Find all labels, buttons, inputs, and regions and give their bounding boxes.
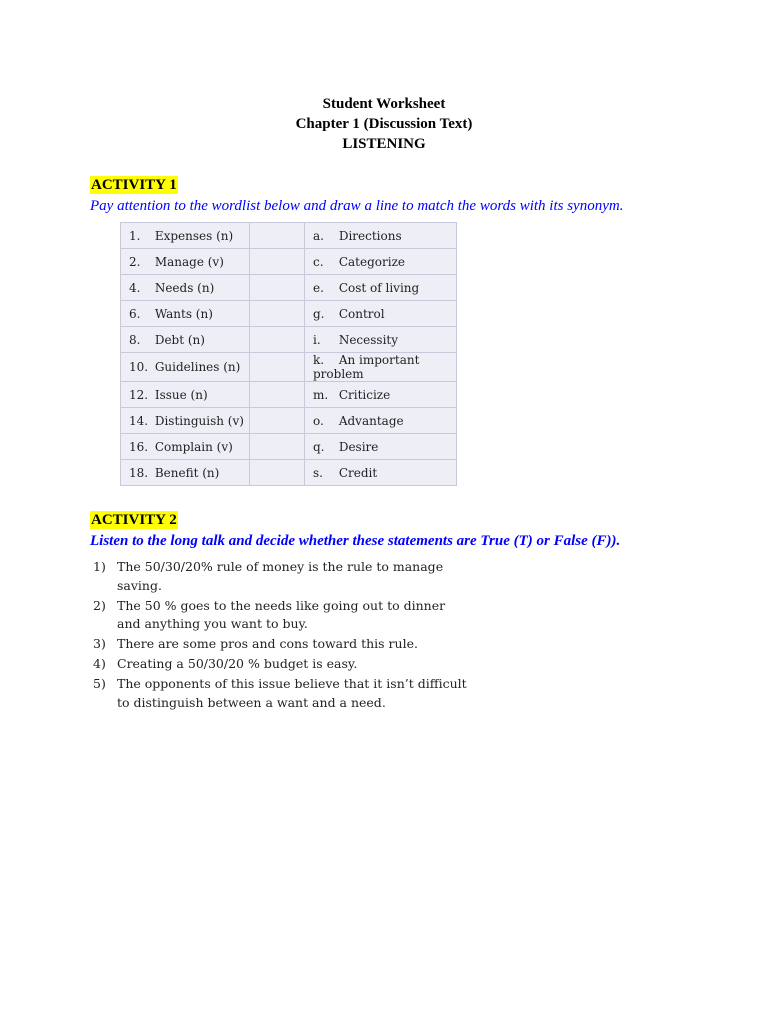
word-cell (121, 434, 250, 460)
empty-cell (250, 353, 305, 382)
empty-cell (250, 434, 305, 460)
activity-1-instruction: Pay attention to the wordlist below and draw a line to match the words with its synonym. (90, 198, 624, 214)
activity-2-label: ACTIVITY 2 (91, 512, 177, 528)
wordlist-row (121, 275, 457, 301)
statement-number: 3) (93, 636, 106, 651)
wordlist-row (121, 353, 457, 382)
statement-text: The 50 % goes to the needs like going out to dinner and anything you want to buy. (117, 597, 446, 631)
chapter-title: Chapter 1 (Discussion Text) (295, 116, 473, 132)
synonym-letter: o. (313, 413, 324, 428)
synonym-letter: q. (313, 439, 325, 454)
word-cell (121, 353, 250, 382)
synonym-cell (305, 327, 457, 353)
word-number: 10. (129, 360, 149, 374)
statement-item (93, 597, 467, 634)
statement-item (93, 635, 467, 654)
empty-cell (250, 301, 305, 327)
wordlist-table (120, 222, 457, 486)
wordlist-row (121, 301, 457, 327)
synonym-cell (305, 460, 457, 486)
wordlist-row (121, 327, 457, 353)
synonym-letter: s. (313, 465, 323, 480)
synonym-cell (305, 301, 457, 327)
worksheet-header (0, 94, 768, 154)
synonym-cell (305, 382, 457, 408)
word-cell (121, 301, 250, 327)
word-cell (121, 460, 250, 486)
statement-item (93, 675, 467, 712)
statement-list (93, 558, 467, 714)
empty-cell (250, 223, 305, 249)
synonym-text: Necessity (338, 332, 399, 347)
wordlist-row (121, 460, 457, 486)
statement-text: The 50/30/20% rule of money is the rule to manage saving. (117, 559, 444, 593)
word-text: Debt (n) (154, 332, 205, 347)
word-text: Manage (v) (154, 254, 224, 269)
statement-text: Creating a 50/30/20 % budget is easy. (117, 656, 358, 671)
synonym-cell (305, 353, 457, 382)
synonym-text: Desire (338, 439, 379, 454)
word-cell (121, 327, 250, 353)
empty-cell (250, 408, 305, 434)
word-text: Guidelines (n) (154, 360, 241, 374)
synonym-cell (305, 249, 457, 275)
synonym-letter: g. (313, 306, 325, 321)
word-number: 18. (129, 465, 149, 480)
word-text: Expenses (n) (154, 228, 234, 243)
word-number: 6. (129, 306, 141, 321)
synonym-cell (305, 223, 457, 249)
word-number: 2. (129, 254, 141, 269)
activity-2-instruction: Listen to the long talk and decide whether these statements are True (T) or False (F)). (90, 533, 621, 549)
word-text: Needs (n) (154, 280, 215, 295)
empty-cell (250, 327, 305, 353)
word-number: 16. (129, 439, 149, 454)
synonym-text: Directions (338, 228, 402, 243)
empty-cell (250, 275, 305, 301)
statement-number: 4) (93, 656, 106, 671)
synonym-cell (305, 408, 457, 434)
worksheet-title: Student Worksheet (322, 96, 446, 112)
wordlist-row (121, 249, 457, 275)
word-number: 8. (129, 332, 141, 347)
word-cell (121, 408, 250, 434)
synonym-letter: c. (313, 254, 324, 269)
activity-1-label: ACTIVITY 1 (91, 177, 177, 193)
word-text: Wants (n) (154, 306, 213, 321)
synonym-text: Advantage (338, 413, 404, 428)
word-cell (121, 382, 250, 408)
statement-number: 1) (93, 559, 106, 574)
synonym-text: Control (338, 306, 385, 321)
wordlist-row (121, 434, 457, 460)
synonym-text: Credit (338, 465, 378, 480)
word-number: 14. (129, 413, 149, 428)
word-number: 4. (129, 280, 141, 295)
synonym-cell (305, 275, 457, 301)
word-text: Complain (v) (154, 439, 233, 454)
statement-number: 5) (93, 676, 106, 691)
word-cell (121, 223, 250, 249)
empty-cell (250, 460, 305, 486)
synonym-cell (305, 434, 457, 460)
word-cell (121, 249, 250, 275)
empty-cell (250, 249, 305, 275)
word-text: Issue (n) (154, 387, 208, 402)
word-text: Distinguish (v) (154, 413, 244, 428)
statement-item (93, 655, 467, 674)
synonym-letter: a. (313, 228, 324, 243)
synonym-text: Categorize (338, 254, 405, 269)
statement-text: There are some pros and cons toward this rule. (117, 636, 418, 651)
synonym-letter: i. (313, 332, 321, 347)
word-cell (121, 275, 250, 301)
statement-item (93, 558, 467, 595)
synonym-letter: k. (313, 353, 325, 367)
word-number: 1. (129, 228, 141, 243)
wordlist-row (121, 382, 457, 408)
synonym-text: Cost of living (338, 280, 420, 295)
synonym-letter: m. (313, 387, 329, 402)
statement-number: 2) (93, 597, 106, 613)
section-title: LISTENING (342, 136, 426, 152)
wordlist-row (121, 408, 457, 434)
synonym-text: Criticize (338, 387, 391, 402)
synonym-letter: e. (313, 280, 324, 295)
statement-text: The opponents of this issue believe that it isn’t difficult to distinguish between a want and a need. (117, 676, 467, 710)
word-number: 12. (129, 387, 149, 402)
synonym-text: An important problem (313, 353, 420, 381)
wordlist-row (121, 223, 457, 249)
empty-cell (250, 382, 305, 408)
word-text: Benefit (n) (154, 465, 220, 480)
